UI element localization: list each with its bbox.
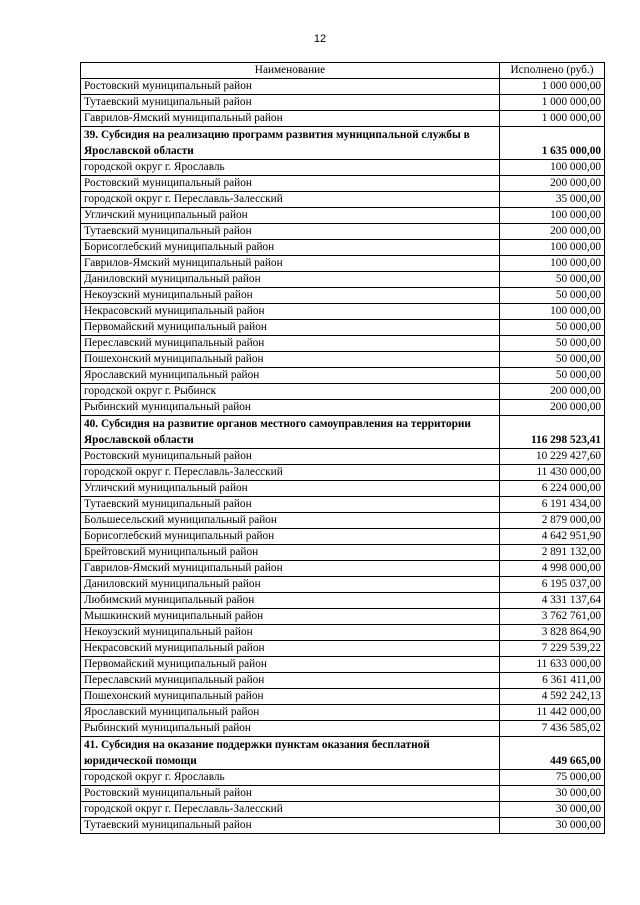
row-amount: 2 891 132,00 bbox=[500, 545, 605, 561]
section-row bbox=[81, 737, 605, 770]
table-row bbox=[81, 224, 605, 240]
row-name: Тутаевский муниципальный район bbox=[81, 95, 500, 111]
row-amount: 3 762 761,00 bbox=[500, 609, 605, 625]
row-amount: 7 229 539,22 bbox=[500, 641, 605, 657]
table-row bbox=[81, 786, 605, 802]
row-amount: 6 361 411,00 bbox=[500, 673, 605, 689]
row-name: Переславский муниципальный район bbox=[81, 336, 500, 352]
table-row bbox=[81, 689, 605, 705]
row-name: Мышкинский муниципальный район bbox=[81, 609, 500, 625]
row-amount: 116 298 523,41 bbox=[500, 416, 605, 449]
table-row bbox=[81, 79, 605, 95]
row-name: Гаврилов-Ямский муниципальный район bbox=[81, 111, 500, 127]
row-amount: 50 000,00 bbox=[500, 288, 605, 304]
table-row bbox=[81, 192, 605, 208]
row-amount: 50 000,00 bbox=[500, 336, 605, 352]
table-row bbox=[81, 481, 605, 497]
table-row bbox=[81, 256, 605, 272]
row-amount: 200 000,00 bbox=[500, 176, 605, 192]
row-amount: 30 000,00 bbox=[500, 818, 605, 834]
row-amount: 100 000,00 bbox=[500, 208, 605, 224]
table-row bbox=[81, 449, 605, 465]
row-amount: 4 592 242,13 bbox=[500, 689, 605, 705]
table-row bbox=[81, 384, 605, 400]
row-name: Даниловский муниципальный район bbox=[81, 272, 500, 288]
table-row bbox=[81, 465, 605, 481]
row-amount: 6 191 434,00 bbox=[500, 497, 605, 513]
table-row bbox=[81, 320, 605, 336]
row-amount: 30 000,00 bbox=[500, 802, 605, 818]
section-row bbox=[81, 127, 605, 160]
row-amount: 1 635 000,00 bbox=[500, 127, 605, 160]
row-amount: 50 000,00 bbox=[500, 272, 605, 288]
row-name: Любимский муниципальный район bbox=[81, 593, 500, 609]
row-name: Тутаевский муниципальный район bbox=[81, 224, 500, 240]
row-name: городской округ г. Переславль-Залесский bbox=[81, 802, 500, 818]
table-row bbox=[81, 400, 605, 416]
table-row bbox=[81, 352, 605, 368]
row-name: городской округ г. Ярославль bbox=[81, 160, 500, 176]
table-row bbox=[81, 208, 605, 224]
row-name: городской округ г. Переславль-Залесский bbox=[81, 465, 500, 481]
table-row bbox=[81, 609, 605, 625]
row-name: городской округ г. Ярославль bbox=[81, 770, 500, 786]
table-row bbox=[81, 497, 605, 513]
table-row bbox=[81, 705, 605, 721]
row-name: Рыбинский муниципальный район bbox=[81, 721, 500, 737]
table-row bbox=[81, 176, 605, 192]
row-amount: 11 633 000,00 bbox=[500, 657, 605, 673]
row-name: Некрасовский муниципальный район bbox=[81, 304, 500, 320]
table-row bbox=[81, 368, 605, 384]
column-header-name: Наименование bbox=[81, 63, 500, 79]
row-name: Угличский муниципальный район bbox=[81, 481, 500, 497]
row-name: Угличский муниципальный район bbox=[81, 208, 500, 224]
row-amount: 200 000,00 bbox=[500, 400, 605, 416]
row-amount: 11 430 000,00 bbox=[500, 465, 605, 481]
row-name: Даниловский муниципальный район bbox=[81, 577, 500, 593]
row-name: Ростовский муниципальный район bbox=[81, 786, 500, 802]
table-row bbox=[81, 673, 605, 689]
row-amount: 4 998 000,00 bbox=[500, 561, 605, 577]
row-name: городской округ г. Переславль-Залесский bbox=[81, 192, 500, 208]
table-row bbox=[81, 818, 605, 834]
row-amount: 50 000,00 bbox=[500, 352, 605, 368]
table-row bbox=[81, 160, 605, 176]
row-name: Первомайский муниципальный район bbox=[81, 657, 500, 673]
table-row bbox=[81, 336, 605, 352]
table-row bbox=[81, 577, 605, 593]
row-amount: 2 879 000,00 bbox=[500, 513, 605, 529]
row-amount: 200 000,00 bbox=[500, 224, 605, 240]
row-amount: 100 000,00 bbox=[500, 160, 605, 176]
table-body bbox=[81, 79, 605, 834]
row-name: Гаврилов-Ямский муниципальный район bbox=[81, 561, 500, 577]
table-row bbox=[81, 770, 605, 786]
row-amount: 100 000,00 bbox=[500, 256, 605, 272]
row-name: Переславский муниципальный район bbox=[81, 673, 500, 689]
row-name: Рыбинский муниципальный район bbox=[81, 400, 500, 416]
row-name: Ярославский муниципальный район bbox=[81, 705, 500, 721]
row-name: Тутаевский муниципальный район bbox=[81, 818, 500, 834]
row-amount: 449 665,00 bbox=[500, 737, 605, 770]
row-name: Ярославский муниципальный район bbox=[81, 368, 500, 384]
row-name: Ростовский муниципальный район bbox=[81, 176, 500, 192]
row-amount: 100 000,00 bbox=[500, 304, 605, 320]
table-row bbox=[81, 657, 605, 673]
row-name: 40. Субсидия на развитие органов местного самоуправления на территории Ярославской области bbox=[81, 416, 500, 449]
table-row bbox=[81, 272, 605, 288]
row-name: Гаврилов-Ямский муниципальный район bbox=[81, 256, 500, 272]
row-amount: 1 000 000,00 bbox=[500, 79, 605, 95]
row-name: Борисоглебский муниципальный район bbox=[81, 529, 500, 545]
table-row bbox=[81, 561, 605, 577]
table-row bbox=[81, 111, 605, 127]
row-name: Пошехонский муниципальный район bbox=[81, 352, 500, 368]
row-amount: 10 229 427,60 bbox=[500, 449, 605, 465]
row-name: Пошехонский муниципальный район bbox=[81, 689, 500, 705]
row-amount: 4 331 137,64 bbox=[500, 593, 605, 609]
row-name: Ростовский муниципальный район bbox=[81, 79, 500, 95]
row-name: Некрасовский муниципальный район bbox=[81, 641, 500, 657]
row-amount: 6 224 000,00 bbox=[500, 481, 605, 497]
table-row bbox=[81, 641, 605, 657]
row-name: Борисоглебский муниципальный район bbox=[81, 240, 500, 256]
table-row bbox=[81, 288, 605, 304]
row-amount: 7 436 585,02 bbox=[500, 721, 605, 737]
row-name: 41. Субсидия на оказание поддержки пунктам оказания бесплатной юридической помощи bbox=[81, 737, 500, 770]
table-row bbox=[81, 802, 605, 818]
row-amount: 1 000 000,00 bbox=[500, 111, 605, 127]
table-header-row bbox=[81, 63, 605, 79]
table-row bbox=[81, 304, 605, 320]
row-amount: 6 195 037,00 bbox=[500, 577, 605, 593]
row-amount: 50 000,00 bbox=[500, 368, 605, 384]
row-amount: 100 000,00 bbox=[500, 240, 605, 256]
row-amount: 35 000,00 bbox=[500, 192, 605, 208]
row-amount: 30 000,00 bbox=[500, 786, 605, 802]
table-row bbox=[81, 545, 605, 561]
table-row bbox=[81, 625, 605, 641]
row-name: Ростовский муниципальный район bbox=[81, 449, 500, 465]
column-header-amount: Исполнено (руб.) bbox=[500, 63, 605, 79]
subsidy-table bbox=[80, 62, 605, 834]
row-name: городской округ г. Рыбинск bbox=[81, 384, 500, 400]
row-name: Первомайский муниципальный район bbox=[81, 320, 500, 336]
row-name: Брейтовский муниципальный район bbox=[81, 545, 500, 561]
table-row bbox=[81, 593, 605, 609]
row-amount: 1 000 000,00 bbox=[500, 95, 605, 111]
table-row bbox=[81, 721, 605, 737]
table-row bbox=[81, 513, 605, 529]
row-amount: 3 828 864,90 bbox=[500, 625, 605, 641]
row-amount: 11 442 000,00 bbox=[500, 705, 605, 721]
page-number: 12 bbox=[313, 33, 327, 45]
row-amount: 4 642 951,90 bbox=[500, 529, 605, 545]
row-name: Большесельский муниципальный район bbox=[81, 513, 500, 529]
section-row bbox=[81, 416, 605, 449]
row-name: Тутаевский муниципальный район bbox=[81, 497, 500, 513]
row-amount: 75 000,00 bbox=[500, 770, 605, 786]
row-name: 39. Субсидия на реализацию программ развития муниципальной службы в Ярославской области bbox=[81, 127, 500, 160]
row-amount: 200 000,00 bbox=[500, 384, 605, 400]
row-name: Некоузский муниципальный район bbox=[81, 288, 500, 304]
row-name: Некоузский муниципальный район bbox=[81, 625, 500, 641]
table-row bbox=[81, 529, 605, 545]
table-row bbox=[81, 95, 605, 111]
row-amount: 50 000,00 bbox=[500, 320, 605, 336]
table-row bbox=[81, 240, 605, 256]
